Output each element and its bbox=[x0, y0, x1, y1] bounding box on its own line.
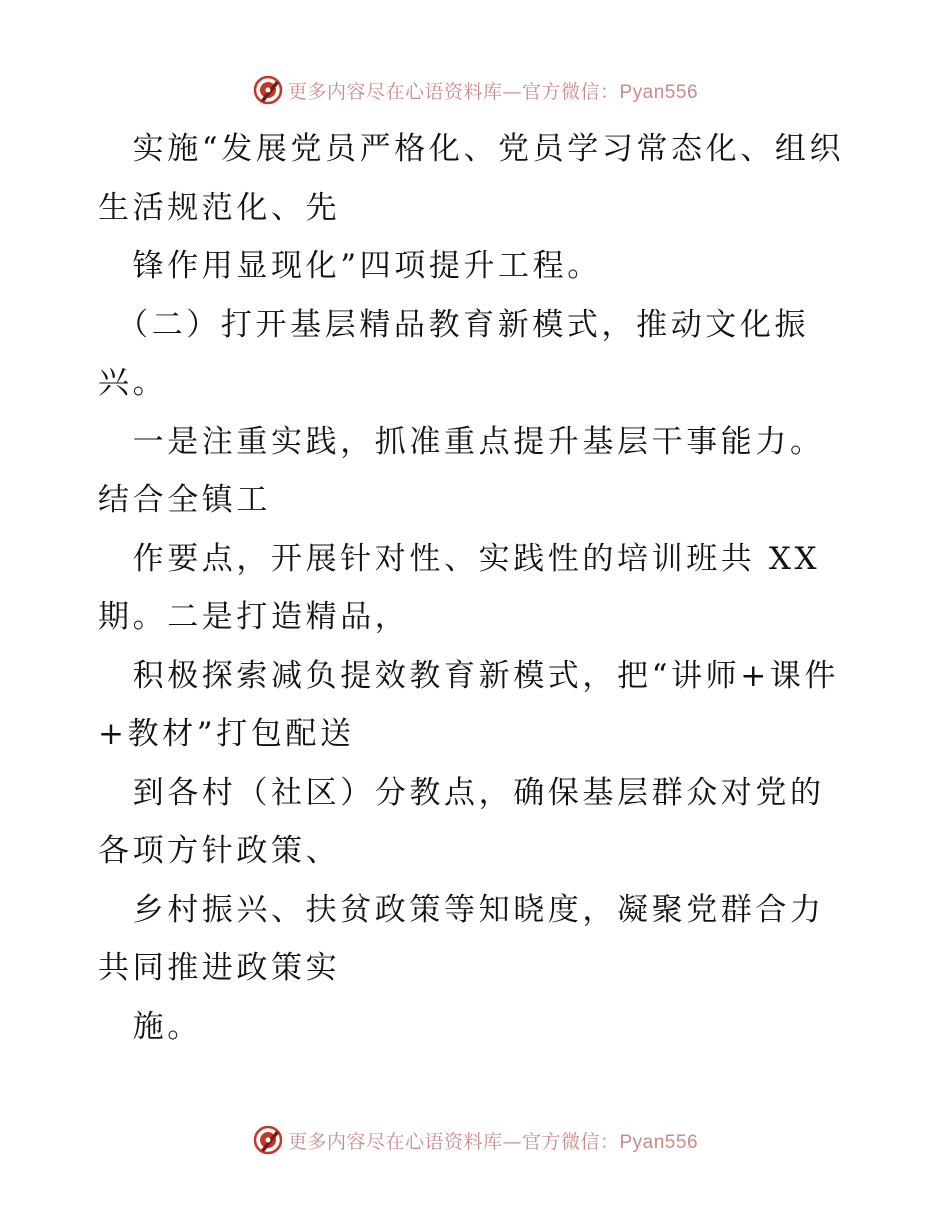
paragraph: 作要点，开展针对性、实践性的培训班共 XX 期。二是打造精品， bbox=[98, 540, 834, 635]
paragraph: 乡村振兴、扶贫政策等知晓度，凝聚党群合力共同推进政策实 bbox=[98, 891, 825, 986]
paragraph: 锋作用显现化”四项提升工程。 bbox=[98, 248, 602, 284]
pen-seal-icon bbox=[252, 74, 284, 106]
paragraph: 实施“发展党员严格化、党员学习常态化、组织生活规范化、先 bbox=[98, 131, 845, 226]
watermark-text: 更多内容尽在心语资料库—官方微信：Pyan556 bbox=[287, 80, 699, 103]
footer-watermark bbox=[0, 1122, 950, 1158]
section-heading: （二）打开基层精品教育新模式，推动文化振兴。 bbox=[98, 306, 810, 401]
watermark-text: 更多内容尽在心语资料库—官方微信：Pyan556 bbox=[287, 1130, 699, 1153]
paragraph: 积极探索减负提效教育新模式，把“讲师+课件+教材”打包配送 bbox=[98, 657, 840, 752]
header-watermark bbox=[0, 72, 950, 108]
paragraph: 施。 bbox=[98, 1008, 202, 1045]
paragraph: 一是注重实践，抓准重点提升基层干事能力。结合全镇工 bbox=[98, 423, 825, 518]
document-body bbox=[98, 120, 858, 1056]
paragraph: 到各村（社区）分教点，确保基层群众对党的各项方针政策、 bbox=[98, 774, 825, 869]
pen-seal-icon bbox=[252, 1124, 284, 1156]
